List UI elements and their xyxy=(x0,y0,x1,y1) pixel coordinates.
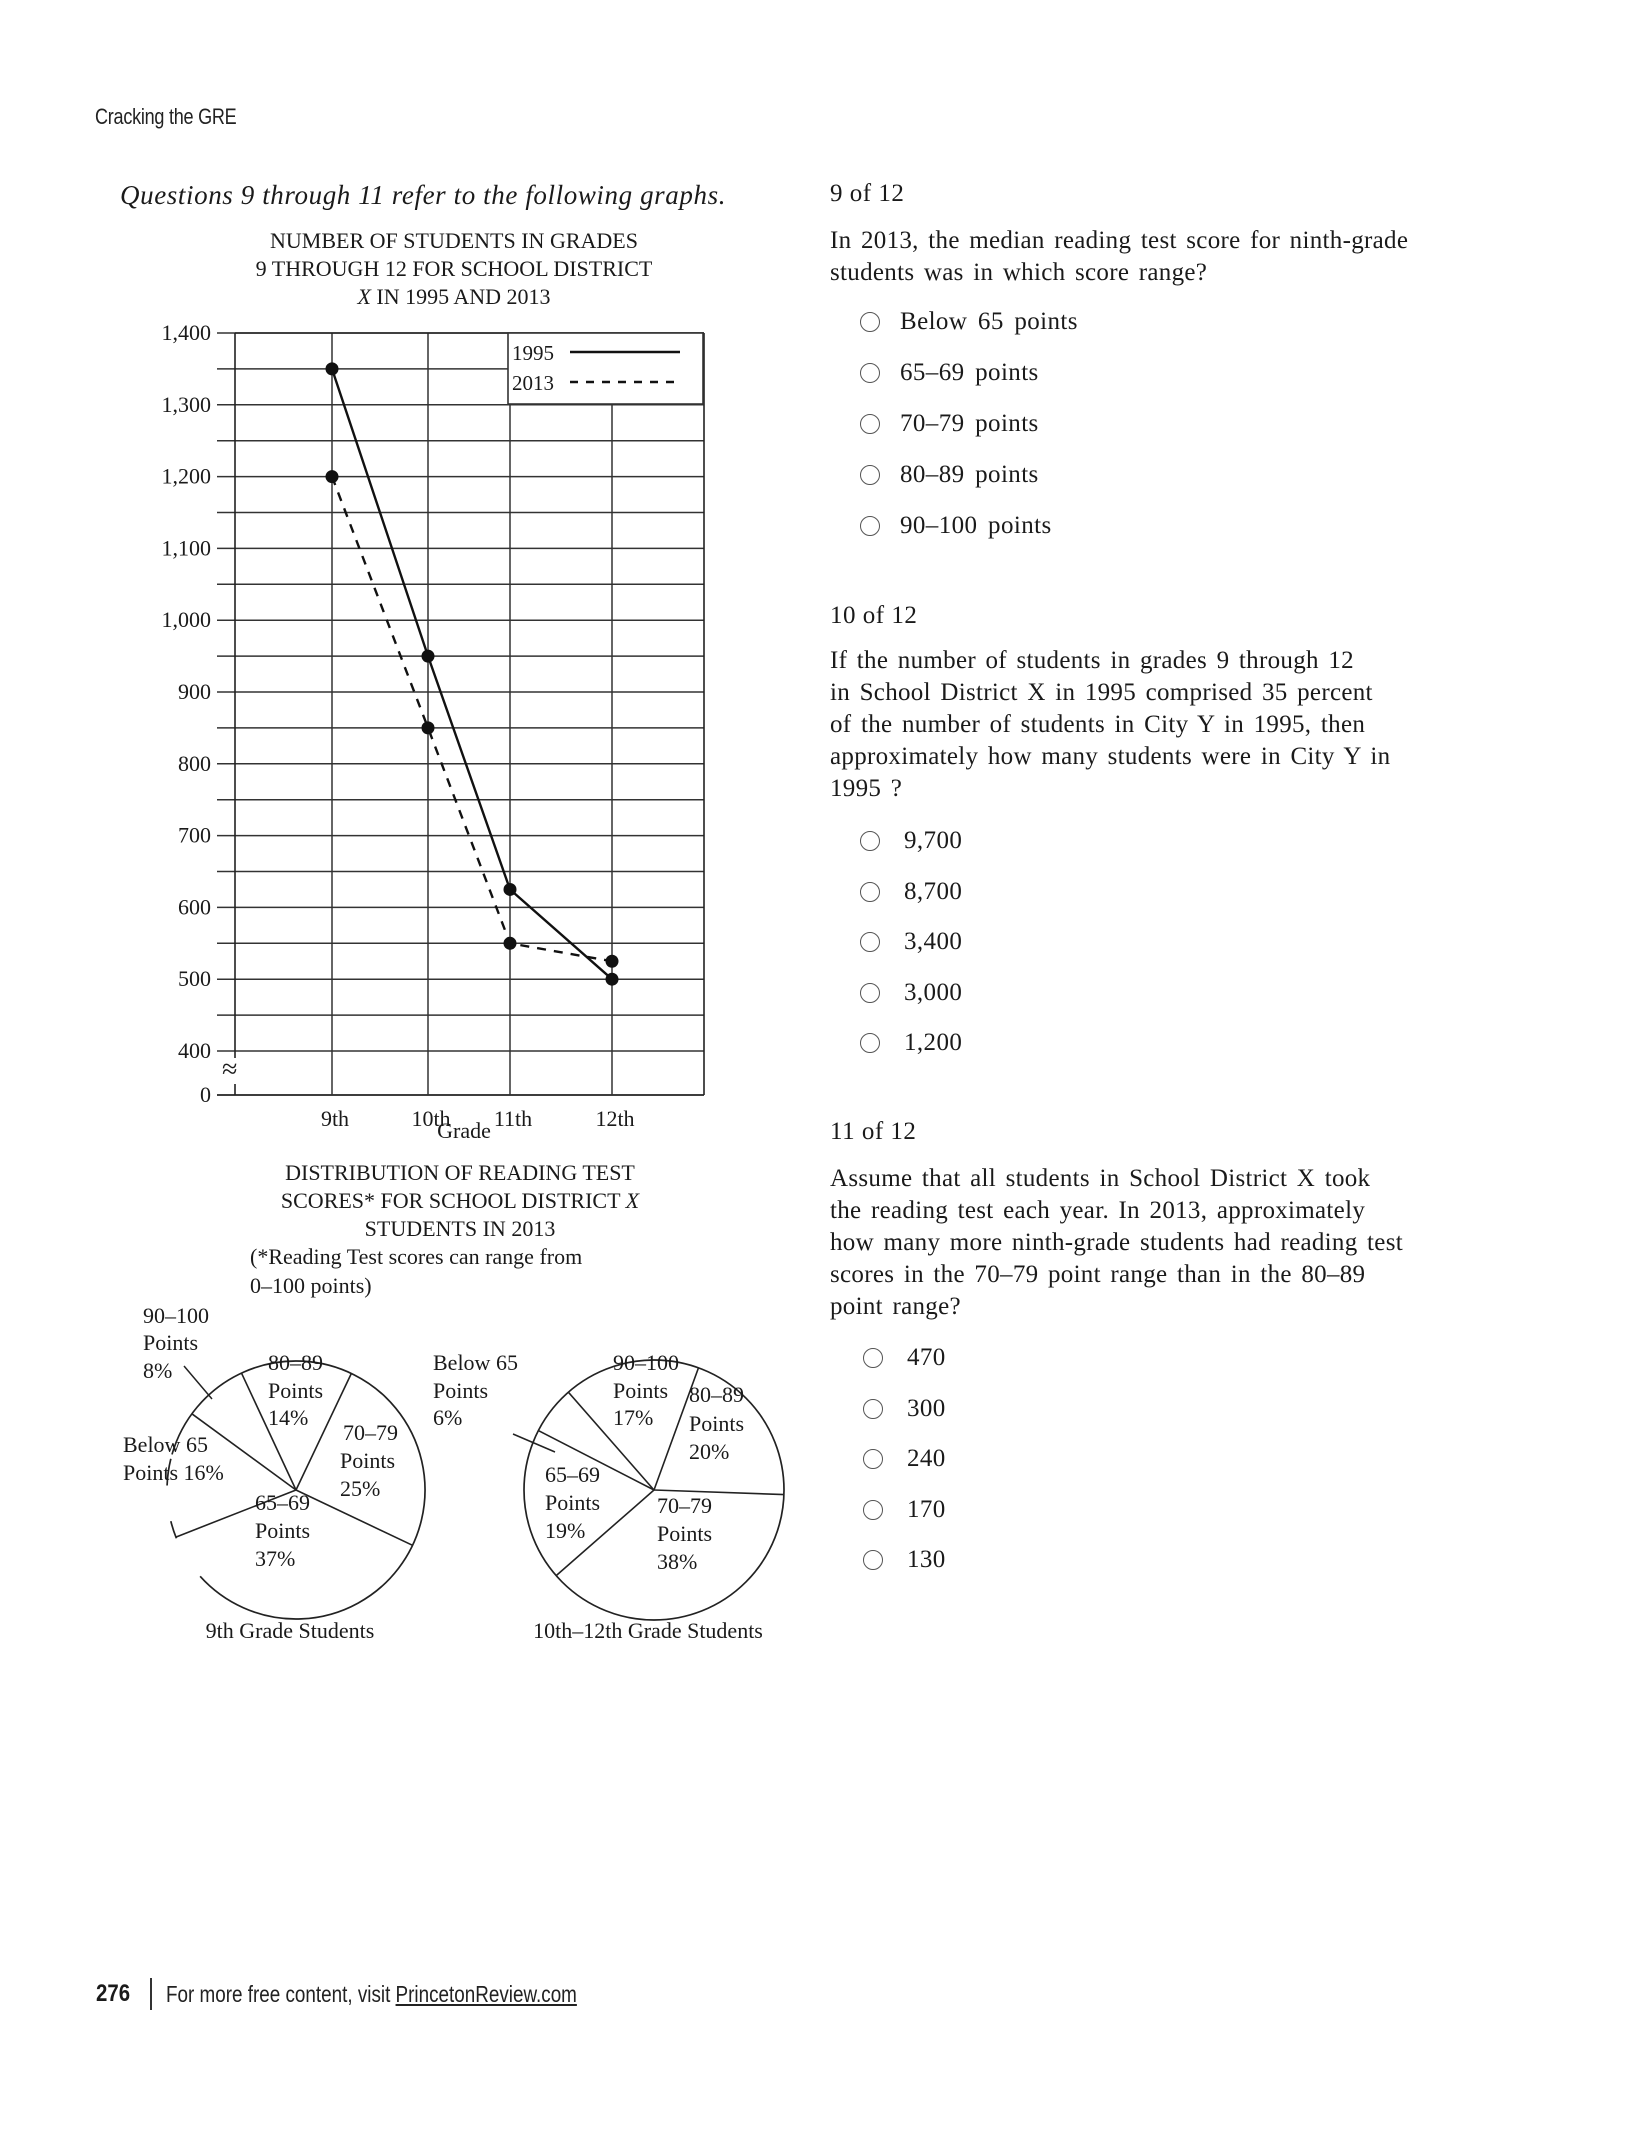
question-11-option-c[interactable] xyxy=(863,1445,946,1473)
leader-line xyxy=(184,1366,212,1399)
y-tick-label-700: 700 xyxy=(178,822,211,848)
princeton-review-link[interactable]: PrincetonReview.com xyxy=(395,1980,577,2007)
question-text-line: of the number of students in City Y in 1995, then xyxy=(830,711,1366,738)
y-tick-label-600: 600 xyxy=(178,894,211,920)
y-tick-label-500: 500 xyxy=(178,966,211,992)
slice-label: 65–69 xyxy=(255,1490,310,1515)
question-11-text xyxy=(830,1163,1403,1323)
radio-button[interactable] xyxy=(860,516,880,536)
pie-chart-title-line-3: STUDENTS IN 2013 xyxy=(364,1216,556,1241)
slice-label: 8% xyxy=(143,1358,173,1383)
axis-break-symbol: ≈ xyxy=(222,1054,238,1085)
question-text-line: In 2013, the median reading test score for ninth-grade xyxy=(830,227,1409,254)
radio-button[interactable] xyxy=(863,1399,883,1419)
pie-charts xyxy=(0,1290,820,1670)
x-axis-label: Grade xyxy=(437,1118,491,1143)
question-11-option-e[interactable] xyxy=(863,1546,946,1574)
data-point-1995-10th xyxy=(422,650,435,663)
radio-button[interactable] xyxy=(860,363,880,383)
slice-label: Points xyxy=(689,1411,745,1436)
page-footer xyxy=(96,1978,667,2010)
data-point-2013-11th xyxy=(504,937,517,950)
question-11-option-d[interactable] xyxy=(863,1496,946,1524)
option-label: 8,700 xyxy=(904,878,963,905)
question-text-line: If the number of students in grades 9 through 12 xyxy=(830,647,1354,674)
footer-text xyxy=(166,1981,577,2008)
radio-button[interactable] xyxy=(860,831,880,851)
option-label: 470 xyxy=(907,1344,946,1371)
slice-label: 25% xyxy=(340,1476,381,1501)
question-9-option-a[interactable] xyxy=(860,308,1078,336)
data-point-1995-9th xyxy=(326,362,339,375)
slice-label: 17% xyxy=(613,1405,654,1430)
question-text-line: how many more ninth-grade students had reading test xyxy=(830,1229,1403,1256)
page-number: 276 xyxy=(96,1980,131,2007)
series-line-1995 xyxy=(332,369,612,979)
x-tick-label-10th: 10th xyxy=(411,1106,451,1131)
series-points xyxy=(326,362,619,985)
y-tick-label-0: 0 xyxy=(200,1082,211,1107)
option-label: 170 xyxy=(907,1496,946,1523)
slice-label: Points xyxy=(433,1378,489,1403)
option-label: 70–79 points xyxy=(900,410,1039,437)
y-axis-tick-labels xyxy=(162,320,212,1107)
question-9-text xyxy=(830,225,1408,289)
line-chart-title-line-2: 9 THROUGH 12 FOR SCHOOL DISTRICT xyxy=(255,256,653,281)
option-label: 80–89 points xyxy=(900,461,1039,488)
horizontal-gridlines xyxy=(217,333,704,1095)
vertical-gridlines xyxy=(231,333,704,1095)
x-tick-label-9th: 9th xyxy=(320,1106,350,1131)
slice-label: 65–69 xyxy=(545,1462,600,1487)
question-10-option-b[interactable] xyxy=(860,878,962,906)
question-9-option-c[interactable] xyxy=(860,410,1039,438)
slice-label: Below 65 xyxy=(433,1350,518,1375)
radio-button[interactable] xyxy=(860,414,880,434)
y-tick-label-400: 400 xyxy=(178,1038,211,1063)
question-text-line: 1995 ? xyxy=(830,775,903,802)
slice-label: Points xyxy=(657,1521,713,1546)
option-label: 3,000 xyxy=(904,979,963,1006)
legend-label-2013: 2013 xyxy=(512,371,554,395)
data-point-1995-11th xyxy=(504,883,517,896)
question-text-line: the reading test each year. In 2013, approximately xyxy=(830,1197,1366,1224)
question-text-line: Assume that all students in School District X took xyxy=(830,1165,1371,1192)
slice-label: Points xyxy=(143,1330,199,1355)
option-label: 3,400 xyxy=(904,928,963,955)
question-9-number: 9 of 12 xyxy=(830,180,905,207)
option-label: 130 xyxy=(907,1546,946,1573)
radio-button[interactable] xyxy=(860,983,880,1003)
slice-label: 20% xyxy=(689,1439,730,1464)
y-tick-label-1400: 1,400 xyxy=(161,320,211,345)
radio-button[interactable] xyxy=(863,1500,883,1520)
question-10-option-d[interactable] xyxy=(860,979,962,1007)
series-line-2013 xyxy=(332,477,612,962)
slice-label: 80–89 xyxy=(689,1382,744,1407)
pie-note-line-2: 0–100 points) xyxy=(250,1273,372,1298)
line-chart-title-line-3-rest: IN 1995 AND 2013 xyxy=(370,284,551,309)
pie-caption-9th: 9th Grade Students xyxy=(205,1618,375,1643)
question-10-option-a[interactable] xyxy=(860,827,962,855)
pie-chart-title-line-2 xyxy=(180,1188,740,1214)
running-head: Cracking the GRE xyxy=(95,104,237,129)
footer-promo-text: For more free content, visit xyxy=(165,1980,396,2007)
line-chart xyxy=(0,0,820,1170)
question-9-option-d[interactable] xyxy=(860,461,1039,489)
radio-button[interactable] xyxy=(860,932,880,952)
instructions: Questions 9 through 11 refer to the following graphs. xyxy=(120,180,727,210)
slice-label: Points xyxy=(255,1518,311,1543)
legend-label-1995: 1995 xyxy=(512,341,554,365)
slice-label: 90–100 xyxy=(613,1350,679,1375)
line-chart-title-line-1: NUMBER OF STUDENTS IN GRADES xyxy=(270,228,638,253)
y-tick-label-900: 900 xyxy=(178,679,211,704)
radio-button[interactable] xyxy=(863,1348,883,1368)
slice-label: 37% xyxy=(255,1546,296,1571)
y-tick-label-1300: 1,300 xyxy=(161,391,211,417)
question-10-option-e[interactable] xyxy=(860,1029,962,1057)
pie-chart-title-line-1: DISTRIBUTION OF READING TEST xyxy=(285,1160,635,1185)
slice-label: Points xyxy=(340,1448,396,1473)
question-10-option-c[interactable] xyxy=(860,928,962,956)
question-11-option-b[interactable] xyxy=(863,1395,946,1423)
y-tick-label-1100: 1,100 xyxy=(161,535,211,561)
data-point-2013-12th xyxy=(606,955,619,968)
slice-label: 38% xyxy=(657,1549,698,1574)
pie-9th-label-90-100 xyxy=(143,1303,212,1399)
question-text-line: point range? xyxy=(830,1293,961,1320)
radio-button[interactable] xyxy=(860,312,880,332)
slice-label: 90–100 xyxy=(143,1303,209,1328)
option-label: 9,700 xyxy=(904,827,963,854)
district-variable: X xyxy=(357,284,371,309)
pie-note-line-1: (*Reading Test scores can range from xyxy=(250,1244,583,1269)
pie-title-line-2-main: SCORES* FOR SCHOOL DISTRICT xyxy=(280,1188,626,1213)
y-tick-label-800: 800 xyxy=(178,750,211,776)
data-point-1995-12th xyxy=(606,973,619,986)
option-label: 65–69 points xyxy=(900,359,1039,386)
question-11-option-a[interactable] xyxy=(863,1344,946,1372)
question-text-line: approximately how many students were in City Y in xyxy=(830,743,1391,770)
x-tick-label-11th: 11th xyxy=(493,1106,533,1131)
option-label: 300 xyxy=(907,1395,946,1422)
question-text-line: in School District X in 1995 comprised 35 percent xyxy=(830,679,1373,706)
slice-label: Below 65 xyxy=(123,1432,208,1457)
slice-label: 70–79 xyxy=(343,1420,398,1445)
district-variable: X xyxy=(625,1188,640,1213)
pie-caption-10-12: 10th–12th Grade Students xyxy=(533,1618,763,1643)
radio-button[interactable] xyxy=(863,1449,883,1469)
slice-label: 19% xyxy=(545,1518,586,1543)
slice-label: Points xyxy=(613,1378,669,1403)
y-tick-label-1000: 1,000 xyxy=(161,607,211,633)
slice-label: 6% xyxy=(433,1405,463,1430)
option-label: 240 xyxy=(907,1445,946,1472)
data-point-2013-10th xyxy=(422,721,435,734)
slice-label: Points xyxy=(545,1490,601,1515)
slice-label: 80–89 xyxy=(268,1350,323,1375)
radio-button[interactable] xyxy=(860,465,880,485)
x-tick-label-12th: 12th xyxy=(595,1106,635,1131)
slice-label: Points xyxy=(268,1378,324,1403)
question-text-line: students was in which score range? xyxy=(830,259,1208,286)
option-label: 90–100 points xyxy=(900,512,1052,539)
question-9-option-e[interactable] xyxy=(860,512,1052,540)
option-label: 1,200 xyxy=(904,1029,963,1056)
data-point-2013-9th xyxy=(326,470,339,483)
slice-label: Points 16% xyxy=(123,1460,224,1485)
question-10-number: 10 of 12 xyxy=(830,602,918,629)
question-9-option-b[interactable] xyxy=(860,359,1039,387)
y-tick-label-1200: 1,200 xyxy=(161,463,211,489)
chart-legend xyxy=(508,333,703,404)
radio-button[interactable] xyxy=(860,882,880,902)
radio-button[interactable] xyxy=(860,1033,880,1053)
slice-label: 70–79 xyxy=(657,1493,712,1518)
radio-button[interactable] xyxy=(863,1550,883,1570)
question-10-text xyxy=(830,645,1390,805)
question-text-line: scores in the 70–79 point range than in the 80–89 xyxy=(830,1261,1366,1288)
question-11-number: 11 of 12 xyxy=(830,1118,917,1145)
option-label: Below 65 points xyxy=(900,308,1078,335)
series-lines xyxy=(332,369,612,979)
footer-divider xyxy=(150,1978,152,2010)
slice-label: 14% xyxy=(268,1405,309,1430)
